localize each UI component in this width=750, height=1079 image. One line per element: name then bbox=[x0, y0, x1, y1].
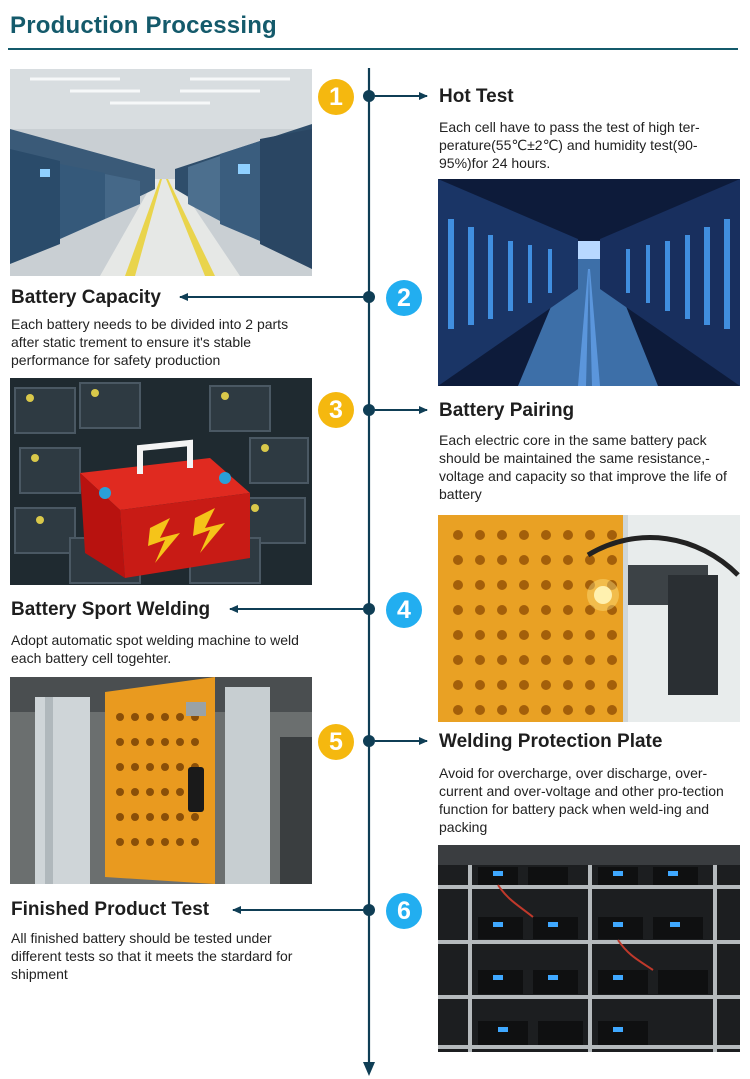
step-6-description: All finished battery should be tested under different tests so that it meets the stardard for shipment bbox=[11, 930, 293, 982]
step-1-description: Each cell have to pass the test of high ter-perature(55℃±2℃) and humidity test(90-95%)for 24 hours. bbox=[439, 119, 700, 171]
step-3-description: Each electric core in the same battery pack should be maintained the same resistance,-voltage and capacity so that improve the life of battery bbox=[439, 432, 727, 502]
step-2-badge: 2 bbox=[386, 280, 422, 316]
battery-rack-photo bbox=[438, 845, 740, 1052]
welding-fixture-photo bbox=[10, 677, 312, 884]
spot-welding-photo bbox=[438, 515, 740, 722]
step-4-badge: 4 bbox=[386, 592, 422, 628]
timeline-node-4 bbox=[363, 603, 375, 615]
step-4-description: Adopt automatic spot welding machine to weld each battery cell togehter. bbox=[11, 632, 299, 666]
step-3-badge: 3 bbox=[318, 392, 354, 428]
page-title: Production Processing bbox=[10, 12, 277, 39]
step-2-title: Battery Capacity bbox=[11, 287, 161, 308]
server-room-photo bbox=[438, 179, 740, 386]
timeline-node-3 bbox=[363, 404, 375, 416]
timeline-node-5 bbox=[363, 735, 375, 747]
car-battery-photo bbox=[10, 378, 312, 585]
factory-aisle-photo bbox=[10, 69, 312, 276]
step-6-title: Finished Product Test bbox=[11, 899, 210, 920]
step-1-badge: 1 bbox=[318, 79, 354, 115]
step-5-badge: 5 bbox=[318, 724, 354, 760]
step-5-title: Welding Protection Plate bbox=[439, 731, 663, 752]
step-3-title: Battery Pairing bbox=[439, 400, 575, 421]
timeline-node-6 bbox=[363, 904, 375, 916]
step-6-badge: 6 bbox=[386, 893, 422, 929]
step-5-description: Avoid for overcharge, over discharge, over-current and over-voltage and other pro-tection function for battery pack when weld-ing and packing bbox=[439, 765, 724, 835]
step-2-description: Each battery needs to be divided into 2 parts after static trement to ensure it's stable performance for safety production bbox=[11, 316, 289, 368]
step-4-title: Battery Sport Welding bbox=[11, 599, 211, 620]
timeline-node-2 bbox=[363, 291, 375, 303]
step-1-title: Hot Test bbox=[439, 86, 514, 107]
timeline-node-1 bbox=[363, 90, 375, 102]
